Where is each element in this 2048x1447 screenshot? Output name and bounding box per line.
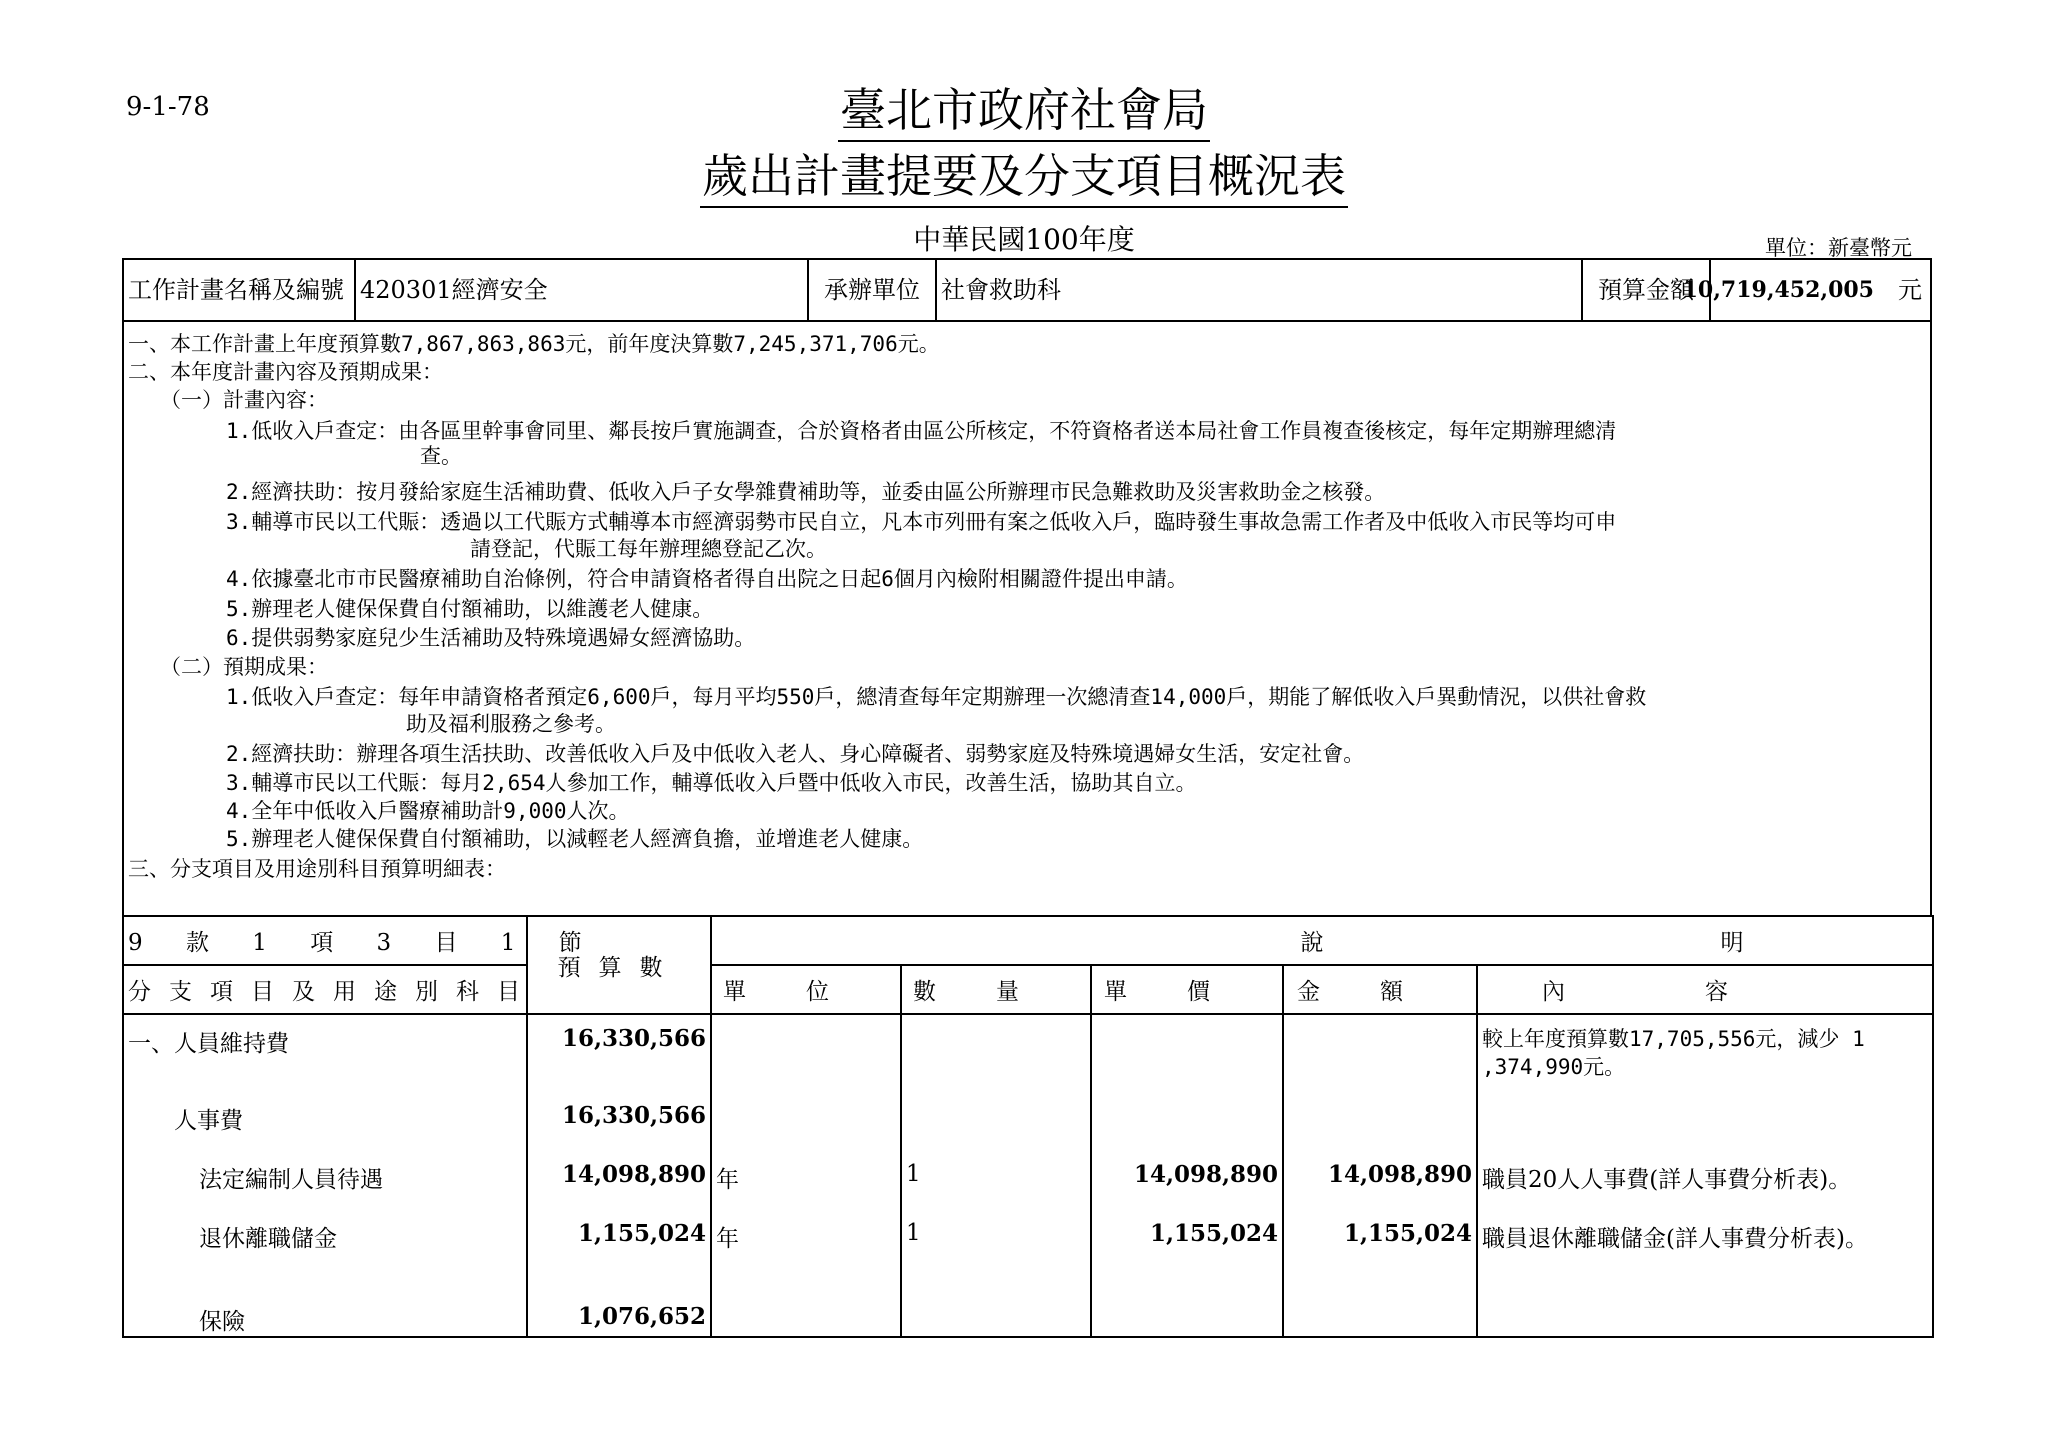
fiscal-year: 中華民國100年度	[913, 223, 1135, 256]
row-content: 職員20人人事費(詳人事費分析表)。	[1477, 1161, 1933, 1220]
row-item: 退休離職儲金	[123, 1220, 527, 1279]
narrative-line: 4.依據臺北市市民醫療補助自治條例，符合申請資格者得自出院之日起6個月內檢附相關證件提出申請。	[226, 567, 1188, 591]
row-budget: 1,076,652	[527, 1279, 711, 1337]
row-amount: 14,098,890	[1283, 1161, 1477, 1220]
row-qty: 1	[901, 1220, 1091, 1279]
row-content	[1477, 1102, 1933, 1161]
row-price	[1091, 1279, 1283, 1337]
dept-label: 承辦單位	[809, 260, 937, 320]
row-budget: 14,098,890	[527, 1161, 711, 1220]
narrative-line: 4.全年中低收入戶醫療補助計9,000人次。	[226, 799, 630, 823]
row-qty	[901, 1279, 1091, 1337]
col-item: 分支項目及用途別科目	[123, 965, 527, 1014]
narrative-line: 3.輔導市民以工代賑：透過以工代賑方式輔導本市經濟弱勢市民自立，凡本市列冊有案之低收入戶，臨時發生事故急需工作者及中低收入市民等均可申	[226, 510, 1617, 534]
narrative-line: 三、分支項目及用途別科目預算明細表：	[128, 857, 506, 881]
table-row	[123, 1161, 1933, 1220]
row-budget: 1,155,024	[527, 1220, 711, 1279]
narrative-line: 5.辦理老人健保保費自付額補助，以減輕老人經濟負擔，並增進老人健康。	[226, 827, 924, 851]
budget-value: 10,719,452,005	[1682, 277, 1874, 303]
table-row	[123, 1102, 1933, 1161]
narrative-line: 6.提供弱勢家庭兒少生活補助及特殊境遇婦女經濟協助。	[226, 626, 756, 650]
col-content: 內容	[1477, 965, 1933, 1014]
narrative-line: 3.輔導市民以工代賑：每月2,654人參加工作，輔導低收入戶暨中低收入市民，改善生活，協助其自立。	[226, 771, 1197, 795]
row-item: 保險	[123, 1279, 527, 1337]
row-amount: 1,155,024	[1283, 1220, 1477, 1279]
col-price: 單價	[1091, 965, 1283, 1014]
narrative-line: （二）預期成果：	[160, 655, 328, 679]
narrative-line: 查。	[420, 444, 462, 468]
budget-label: 預算金額	[1583, 260, 1711, 320]
budget-unit: 元	[1898, 276, 1922, 304]
narrative-line: 請登記，代賑工每年辦理總登記乙次。	[470, 537, 827, 561]
row-price: 1,155,024	[1091, 1220, 1283, 1279]
plan-header	[122, 258, 1932, 322]
budget-value-cell	[1682, 260, 1930, 320]
budget-detail-table	[122, 915, 1934, 1338]
narrative-line: 5.辦理老人健保保費自付額補助，以維護老人健康。	[226, 597, 714, 621]
col-qty: 數量	[901, 965, 1091, 1014]
table-row	[123, 1279, 1933, 1337]
currency-unit: 單位：新臺幣元	[1765, 236, 1912, 260]
row-amount	[1283, 1102, 1477, 1161]
table-row	[123, 1014, 1933, 1102]
row-budget: 16,330,566	[527, 1014, 711, 1102]
row-unit	[711, 1279, 901, 1337]
plan-value: 420301經濟安全	[356, 260, 809, 320]
narrative-line: 2.經濟扶助：辦理各項生活扶助、改善低收入戶及中低收入老人、身心障礙者、弱勢家庭及特殊境遇婦女生活，安定社會。	[226, 742, 1365, 766]
row-price	[1091, 1102, 1283, 1161]
col-amount: 金額	[1283, 965, 1477, 1014]
narrative-line: 1.低收入戶查定：每年申請資格者預定6,600戶，每月平均550戶，總清查每年定期辦理一次總清查14,000戶，期能了解低收入戶異動情況，以供社會救	[226, 685, 1647, 709]
row-item: 一、人員維持費	[123, 1014, 527, 1102]
row-content: 較上年度預算數17,705,556元，減少 1 ,374,990元。	[1477, 1014, 1933, 1102]
row-item: 人事費	[123, 1102, 527, 1161]
narrative-line: （一）計畫內容：	[160, 388, 328, 412]
dept-value: 社會救助科	[937, 260, 1583, 320]
row-amount	[1283, 1279, 1477, 1337]
narrative-line: 2.經濟扶助：按月發給家庭生活補助費、低收入戶子女學雜費補助等，並委由區公所辦理市民急難救助及災害救助金之核發。	[226, 480, 1386, 504]
plan-label: 工作計畫名稱及編號	[124, 260, 356, 320]
narrative-line: 一、本工作計畫上年度預算數7,867,863,863元，前年度決算數7,245,371,706元。	[128, 332, 940, 356]
narrative-section	[122, 320, 1932, 917]
row-price: 14,098,890	[1091, 1161, 1283, 1220]
row-qty	[901, 1014, 1091, 1102]
col-description: 說 明	[711, 916, 1933, 965]
col-section: 9 款 1 項 3 目 1 節	[123, 916, 527, 965]
col-unit: 單位	[711, 965, 901, 1014]
table-row	[123, 1220, 1933, 1279]
row-qty: 1	[901, 1161, 1091, 1220]
row-unit	[711, 1014, 901, 1102]
row-price	[1091, 1014, 1283, 1102]
row-unit: 年	[711, 1220, 901, 1279]
row-qty	[901, 1102, 1091, 1161]
narrative-line: 二、本年度計畫內容及預期成果：	[128, 360, 443, 384]
row-unit	[711, 1102, 901, 1161]
row-budget: 16,330,566	[527, 1102, 711, 1161]
narrative-line: 1.低收入戶查定：由各區里幹事會同里、鄰長按戶實施調查，合於資格者由區公所核定，不符資格者送本局社會工作員複查後核定，每年定期辦理總清	[226, 419, 1617, 443]
org-title: 臺北市政府社會局	[0, 82, 2048, 142]
row-item: 法定編制人員待遇	[123, 1161, 527, 1220]
row-unit: 年	[711, 1161, 901, 1220]
doc-title: 歲出計畫提要及分支項目概況表	[0, 148, 2048, 208]
page-number: 9-1-78	[126, 92, 210, 122]
row-amount	[1283, 1014, 1477, 1102]
narrative-line: 助及福利服務之參考。	[406, 712, 616, 736]
row-content: 職員退休離職儲金(詳人事費分析表)。	[1477, 1220, 1933, 1279]
col-budget: 預算數	[527, 916, 711, 1014]
row-content	[1477, 1279, 1933, 1337]
